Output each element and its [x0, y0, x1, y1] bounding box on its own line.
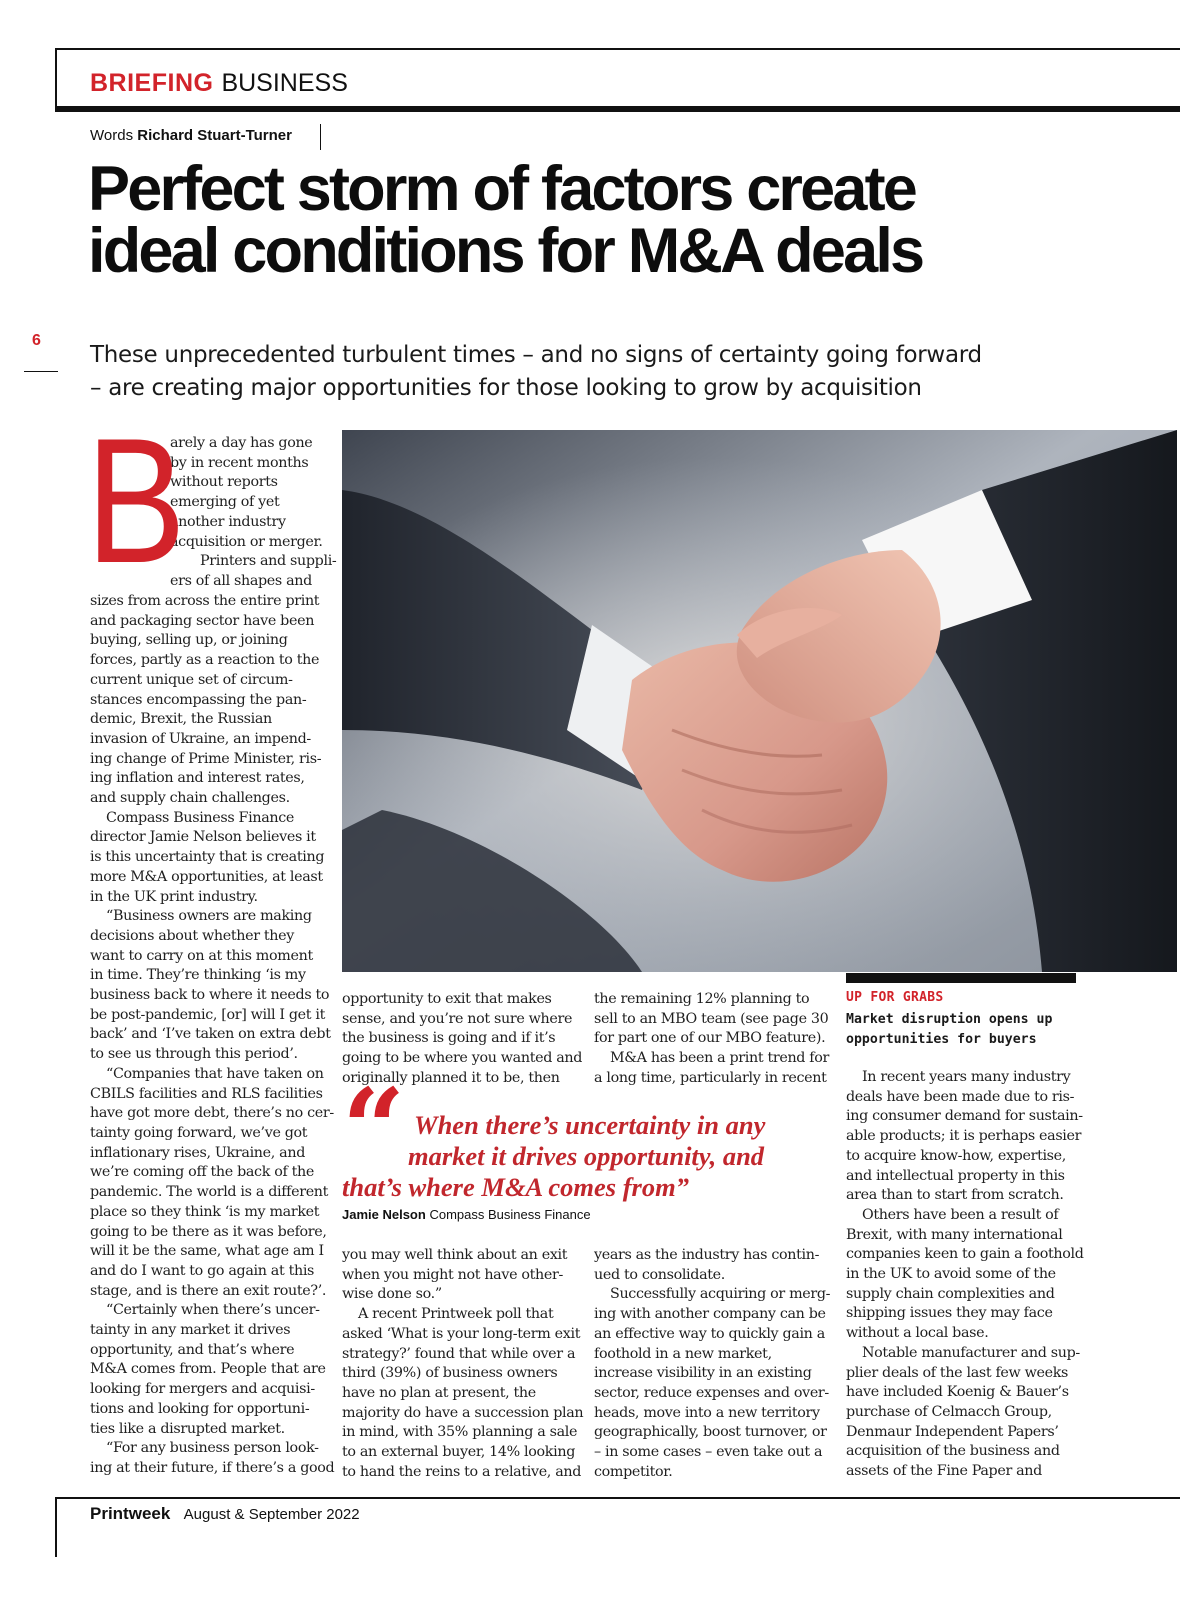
text-line: acquisition of the business and	[846, 1443, 1060, 1460]
text-line: deals have been made due to ris-	[846, 1088, 1075, 1105]
text-line: going to be where you wanted and	[342, 1050, 583, 1067]
page-number: 6	[32, 332, 41, 349]
text-line: Notable manufacturer and sup-	[862, 1344, 1080, 1361]
text-line: shipping issues they may face	[846, 1305, 1053, 1322]
text-line: companies keen to gain a foothold	[846, 1246, 1084, 1263]
section-name: BUSINESS	[221, 69, 348, 97]
dropcap-block	[86, 401, 337, 600]
text-line: buying, selling up, or joining	[90, 632, 288, 649]
text-line: going to be there as it was before,	[90, 1223, 327, 1240]
text-line: sell to an MBO team (see page 30	[594, 1010, 829, 1027]
section-kicker: BRIEFING	[90, 69, 214, 97]
pull-quote-line: When there’s uncertainty in any	[414, 1110, 766, 1140]
footer	[90, 1504, 360, 1524]
sidebar-label: UP FOR GRABS	[846, 990, 944, 1005]
text-line: pandemic. The world is a different	[90, 1184, 329, 1201]
headline-line-2: ideal conditions for M&A deals	[88, 216, 923, 286]
text-line: a long time, particularly in recent	[594, 1069, 827, 1086]
standfirst	[90, 339, 1140, 405]
text-line: Brexit, with many international	[846, 1226, 1063, 1243]
text-line: want to carry on at this moment	[90, 947, 313, 964]
text-line: current unique set of circum-	[90, 671, 293, 688]
pull-quote-line: that’s where M&A comes from”	[342, 1172, 689, 1202]
standfirst-line-2: – are creating major opportunities for those looking to grow by acquisition	[90, 375, 922, 401]
footer-issue: August & September 2022	[183, 1506, 360, 1523]
text-line: strategy?’ found that while over a	[342, 1345, 576, 1362]
text-line: in the UK print industry.	[90, 888, 258, 905]
text-line: in mind, with 35% planning a sale	[342, 1424, 578, 1441]
text-line: “Companies that have taken on	[106, 1065, 324, 1082]
text-line: forces, partly as a reaction to the	[90, 652, 320, 669]
body-column-2-bottom	[342, 1246, 584, 1482]
text-line: ing change of Prime Minister, ris-	[90, 750, 322, 767]
text-line: ing consumer demand for sustain-	[846, 1108, 1083, 1125]
text-line: geographically, boost turnover, or	[594, 1424, 827, 1441]
text-line: and supply chain challenges.	[90, 790, 290, 807]
text-line: without reports	[170, 474, 278, 491]
pull-quote-org: Compass Business Finance	[429, 1207, 591, 1222]
byline-author: Richard Stuart-Turner	[137, 127, 292, 144]
text-line: third (39%) of business owners	[342, 1365, 558, 1382]
text-line: another industry	[170, 513, 286, 530]
body-column-3-top	[594, 990, 829, 1089]
text-line: to acquire know-how, expertise,	[846, 1147, 1066, 1164]
page-number-rule	[24, 371, 58, 372]
text-line: wise done so.”	[342, 1286, 442, 1303]
text-line: sense, and you’re not sure where	[342, 1010, 573, 1027]
footer-rule	[55, 1497, 1180, 1499]
sidebar-body	[846, 1068, 1084, 1482]
text-line: Others have been a result of	[862, 1206, 1059, 1223]
text-line: M&A comes from. People that are	[90, 1361, 326, 1378]
body-column-3-bottom	[594, 1246, 831, 1482]
text-line: Compass Business Finance	[106, 809, 295, 826]
text-line: and intellectual property in this	[846, 1167, 1065, 1184]
text-line: we’re coming off the back of the	[90, 1164, 314, 1181]
header-frame-left	[55, 48, 57, 112]
byline-rule	[320, 124, 321, 150]
text-line: be post-pandemic, [or] will I get it	[90, 1006, 326, 1023]
text-line: tainty going forward, we’ve got	[90, 1124, 308, 1141]
text-line: Printers and suppli-	[200, 553, 337, 570]
text-line: director Jamie Nelson believes it	[90, 829, 316, 846]
text-line: to an external buyer, 14% looking	[342, 1444, 575, 1461]
text-line: acquisition or merger.	[170, 533, 323, 550]
section-title	[90, 66, 348, 100]
header-frame-top	[55, 48, 1180, 50]
text-line: Denmaur Independent Papers’	[846, 1423, 1059, 1440]
text-line: and do I want to go again at this	[90, 1262, 315, 1279]
text-line: have included Koenig & Bauer’s	[846, 1384, 1069, 1401]
text-line: will it be the same, what age am I	[90, 1243, 324, 1260]
text-line: emerging of yet	[170, 494, 280, 511]
footer-publication: Printweek	[90, 1504, 171, 1523]
text-line: Successfully acquiring or merg-	[610, 1286, 831, 1303]
text-line: area than to start from scratch.	[846, 1187, 1064, 1204]
text-line: decisions about whether they	[90, 927, 294, 944]
sidebar-heading-line: Market disruption opens up	[846, 1012, 1053, 1027]
text-line: supply chain complexities and	[846, 1285, 1055, 1302]
text-line: purchase of Celmacch Group,	[846, 1403, 1052, 1420]
text-line: asked ‘What is your long-term exit	[342, 1325, 581, 1342]
text-line: A recent Printweek poll that	[358, 1306, 554, 1323]
pull-quote-text	[342, 1110, 832, 1203]
text-line: and packaging sector have been	[90, 612, 315, 629]
text-line: opportunity to exit that makes	[342, 991, 552, 1007]
text-line: in time. They’re thinking ‘is my	[90, 967, 306, 984]
text-line: you may well think about an exit	[342, 1247, 568, 1263]
sidebar-rule	[846, 973, 1076, 983]
text-line: able products; it is perhaps easier	[846, 1128, 1082, 1145]
pull-quote-attribution	[342, 1207, 832, 1222]
text-line: when you might not have other-	[342, 1266, 563, 1283]
byline-prefix: Words	[90, 127, 134, 144]
text-line: to hand the reins to a relative, and	[342, 1463, 582, 1480]
text-line: to see us through this period’.	[90, 1046, 298, 1063]
footer-frame-left	[55, 1497, 57, 1557]
text-line: CBILS facilities and RLS facilities	[90, 1085, 323, 1102]
text-line: ing with another company can be	[594, 1306, 826, 1323]
text-line: tainty in any market it drives	[90, 1322, 291, 1339]
text-line: years as the industry has contin-	[594, 1247, 820, 1263]
text-line: business back to where it needs to	[90, 987, 330, 1004]
text-line: looking for mergers and acquisi-	[90, 1381, 315, 1398]
quote-mark-icon: “	[342, 1064, 406, 1193]
text-line: inflationary rises, Ukraine, and	[90, 1144, 305, 1161]
pull-quote-name: Jamie Nelson	[342, 1207, 426, 1222]
text-line: ued to consolidate.	[594, 1266, 725, 1283]
text-line: heads, move into a new territory	[594, 1404, 820, 1421]
text-line: sizes from across the entire print	[90, 593, 320, 609]
text-line: place so they think ‘is my market	[90, 1203, 320, 1220]
text-line: have got more debt, there’s no cer-	[90, 1105, 334, 1122]
text-line: for part one of our MBO feature).	[594, 1030, 826, 1047]
header-rule	[55, 106, 1180, 112]
text-line: – in some cases – even take out a	[594, 1444, 823, 1461]
text-line: demic, Brexit, the Russian	[90, 711, 272, 728]
text-line: opportunity, and that’s where	[90, 1341, 295, 1358]
text-line: stances encompassing the pan-	[90, 691, 307, 708]
dropcap-paragraph	[170, 434, 337, 592]
handshake-photo	[342, 430, 1177, 972]
text-line: “For any business person look-	[106, 1440, 319, 1457]
text-line: “Business owners are making	[106, 908, 312, 925]
sidebar-heading-line: opportunities for buyers	[846, 1032, 1037, 1047]
text-line: more M&A opportunities, at least	[90, 868, 323, 885]
text-line: an effective way to quickly gain a	[594, 1325, 825, 1342]
text-line: “Certainly when there’s uncer-	[106, 1302, 320, 1319]
text-line: the remaining 12% planning to	[594, 991, 810, 1007]
text-line: In recent years many industry	[862, 1069, 1071, 1085]
standfirst-line-1: These unprecedented turbulent times – and no signs of certainty going forward	[90, 342, 982, 368]
text-line: by in recent months	[170, 454, 309, 471]
text-line: the business is going and if it’s	[342, 1030, 556, 1047]
dropcap: B	[86, 401, 181, 600]
text-line: M&A has been a print trend for	[610, 1050, 829, 1067]
text-line: ing inflation and interest rates,	[90, 770, 305, 787]
text-line: arely a day has gone	[170, 435, 313, 451]
text-line: without a local base.	[846, 1325, 989, 1342]
text-line: tions and looking for opportuni-	[90, 1400, 310, 1417]
text-line: majority do have a succession plan	[342, 1404, 584, 1421]
text-line: foothold in a new market,	[594, 1345, 772, 1362]
pull-quote-line: market it drives opportunity, and	[408, 1141, 765, 1171]
headline-line-1: Perfect storm of factors create	[88, 154, 916, 224]
text-line: competitor.	[594, 1463, 673, 1480]
text-line: ties like a disrupted market.	[90, 1420, 285, 1437]
text-line: ers of all shapes and	[170, 572, 312, 589]
text-line: in the UK to avoid some of the	[846, 1266, 1056, 1283]
text-line: have no plan at present, the	[342, 1384, 536, 1401]
text-line: invasion of Ukraine, an impend-	[90, 730, 311, 747]
text-line: back’ and ‘I’ve taken on extra debt	[90, 1026, 331, 1043]
text-line: sector, reduce expenses and over-	[594, 1384, 829, 1401]
text-line: stage, and is there an exit route?’.	[90, 1282, 327, 1299]
text-line: originally planned it to be, then	[342, 1069, 560, 1086]
text-line: ing at their future, if there’s a good	[90, 1459, 335, 1476]
byline	[90, 126, 292, 146]
body-column-1	[86, 401, 337, 1479]
text-line: increase visibility in an existing	[594, 1365, 812, 1382]
headline	[88, 154, 1183, 286]
sidebar-heading	[846, 1010, 1076, 1050]
text-line: assets of the Fine Paper and	[846, 1463, 1042, 1480]
text-line: is this uncertainty that is creating	[90, 849, 325, 866]
text-line: plier deals of the last few weeks	[846, 1364, 1068, 1381]
